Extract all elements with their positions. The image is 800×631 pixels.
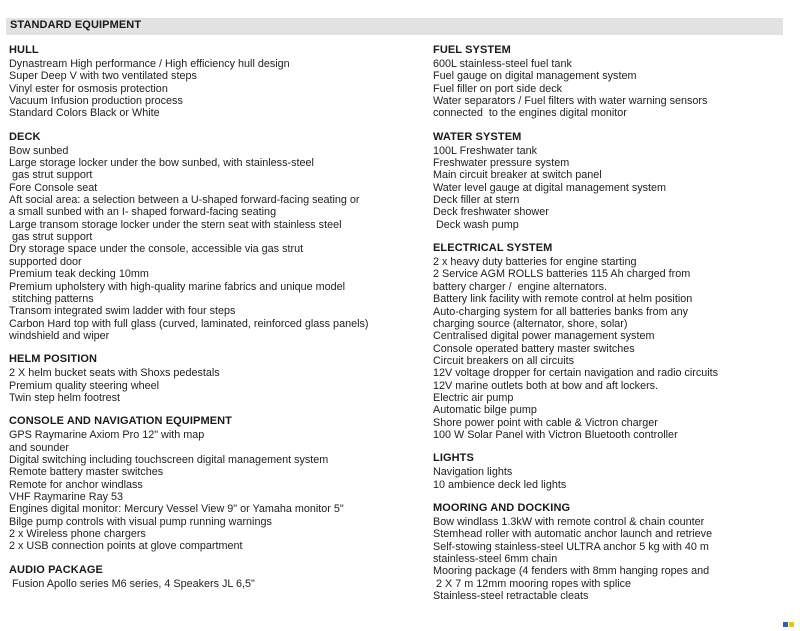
section-audio-package bbox=[9, 564, 409, 590]
equipment-item: Digital switching including touchscreen digital management system bbox=[9, 453, 329, 466]
section-fuel-system bbox=[433, 44, 783, 120]
equipment-item: supported door bbox=[9, 255, 82, 268]
section-deck bbox=[9, 131, 409, 343]
section-title: AUDIO PACKAGE bbox=[9, 563, 103, 576]
equipment-item: Fusion Apollo series M6 series, 4 Speakers JL 6,5" bbox=[9, 577, 255, 590]
section-lights bbox=[433, 452, 783, 491]
equipment-item: Premium quality steering wheel bbox=[9, 379, 160, 392]
equipment-item: Large transom storage locker under the stern seat with stainless steel bbox=[9, 218, 342, 231]
equipment-item: VHF Raymarine Ray 53 bbox=[9, 490, 124, 503]
equipment-item: Battery link facility with remote control at helm position bbox=[433, 293, 693, 306]
equipment-item: battery charger / engine alternators. bbox=[433, 280, 608, 293]
equipment-item: Shore power point with cable & Victron charger bbox=[433, 416, 658, 429]
equipment-item: Console operated battery master switches bbox=[433, 342, 635, 355]
equipment-item: Dry storage space under the console, accessible via gas strut bbox=[9, 243, 304, 256]
equipment-item: Circuit breakers on all circuits bbox=[433, 354, 575, 367]
equipment-item: Fuel filler on port side deck bbox=[433, 82, 563, 95]
equipment-item: windshield and wiper bbox=[9, 329, 110, 342]
equipment-item: Bow windlass 1.3kW with remote control & chain counter bbox=[433, 515, 705, 528]
equipment-item: Remote for anchor windlass bbox=[9, 478, 143, 491]
equipment-item: Aft social area: a selection between a U-shaped forward-facing seating or bbox=[9, 194, 360, 207]
equipment-item: Deck wash pump bbox=[433, 218, 519, 231]
equipment-item: 2 x USB connection points at glove compartment bbox=[9, 540, 243, 553]
equipment-item: Main circuit breaker at switch panel bbox=[433, 169, 602, 182]
equipment-item: Centralised digital power management system bbox=[433, 330, 655, 343]
equipment-item: Auto-charging system for all batteries banks from any bbox=[433, 305, 689, 318]
left-column bbox=[9, 44, 409, 601]
section-title: HELM POSITION bbox=[9, 353, 98, 366]
section-water-system bbox=[433, 131, 783, 231]
section-helm-position bbox=[9, 353, 409, 404]
equipment-item: Water level gauge at digital management system bbox=[433, 181, 667, 194]
equipment-item: Bow sunbed bbox=[9, 144, 69, 157]
equipment-item: Deck filler at stern bbox=[433, 194, 520, 207]
equipment-item: 2 X 7 m 12mm mooring ropes with splice bbox=[433, 577, 632, 590]
section-electrical-system bbox=[433, 242, 783, 441]
equipment-item: Fuel gauge on digital management system bbox=[433, 70, 637, 83]
equipment-item: Automatic bilge pump bbox=[433, 404, 537, 417]
right-column bbox=[433, 44, 783, 613]
equipment-item: gas strut support bbox=[9, 169, 93, 182]
equipment-item: Fore Console seat bbox=[9, 181, 98, 194]
equipment-item: 12V voltage dropper for certain navigation and radio circuits bbox=[433, 367, 719, 380]
equipment-item: 2 x Wireless phone chargers bbox=[9, 528, 146, 540]
section-title: MOORING AND DOCKING bbox=[433, 501, 571, 514]
equipment-item: stainless-steel 6mm chain bbox=[433, 553, 558, 565]
equipment-item: stitching patterns bbox=[9, 292, 94, 305]
equipment-item: Freshwater pressure system bbox=[433, 157, 570, 170]
section-title: DECK bbox=[9, 130, 41, 143]
equipment-item: 600L stainless-steel fuel tank bbox=[433, 58, 572, 70]
section-title: HULL bbox=[9, 44, 39, 56]
equipment-item: Water separators / Fuel filters with water warning sensors bbox=[433, 95, 708, 108]
page-title: STANDARD EQUIPMENT bbox=[10, 19, 142, 31]
section-hull bbox=[9, 44, 409, 120]
equipment-item: 100L Freshwater tank bbox=[433, 144, 538, 157]
equipment-item: Carbon Hard top with full glass (curved, laminated, reinforced glass panels) bbox=[9, 317, 369, 330]
equipment-item: Deck freshwater shower bbox=[433, 206, 549, 219]
equipment-item: Navigation lights bbox=[433, 466, 513, 479]
corner-accent-mark bbox=[789, 622, 794, 627]
equipment-item: 2 x heavy duty batteries for engine starting bbox=[433, 256, 637, 269]
section-console-and-navigation-equipment bbox=[9, 415, 409, 552]
equipment-item: Engines digital monitor: Mercury Vessel View 9" or Yamaha monitor 5" bbox=[9, 503, 344, 516]
equipment-item: Transom integrated swim ladder with four steps bbox=[9, 305, 236, 318]
equipment-item: Bilge pump controls with visual pump running warnings bbox=[9, 515, 272, 528]
equipment-item: Vinyl ester for osmosis protection bbox=[9, 82, 168, 95]
equipment-item: Premium upholstery with high-quality marine fabrics and unique model bbox=[9, 280, 346, 293]
equipment-item: 100 W Solar Panel with Victron Bluetooth controller bbox=[433, 428, 678, 441]
equipment-item: GPS Raymarine Axiom Pro 12" with map bbox=[9, 429, 205, 442]
section-title: ELECTRICAL SYSTEM bbox=[433, 242, 553, 255]
equipment-item: gas strut support bbox=[9, 231, 93, 244]
equipment-item: 12V marine outlets both at bow and aft lockers. bbox=[433, 379, 659, 392]
equipment-item: Mooring package (4 fenders with 8mm hanging ropes and bbox=[433, 565, 710, 578]
equipment-item: and sounder bbox=[9, 441, 70, 454]
section-title: WATER SYSTEM bbox=[433, 130, 522, 143]
equipment-item: Premium teak decking 10mm bbox=[9, 268, 149, 281]
equipment-item: 2 Service AGM ROLLS batteries 115 Ah charged from bbox=[433, 268, 691, 281]
equipment-item: charging source (alternator, shore, solar) bbox=[433, 317, 628, 330]
equipment-item: Self-stowing stainless-steel ULTRA anchor 5 kg with 40 m bbox=[433, 540, 709, 553]
equipment-item: a small sunbed with an I- shaped forward-facing seating bbox=[9, 206, 277, 219]
equipment-item: Dynastream High performance / High efficiency hull design bbox=[9, 58, 290, 70]
equipment-item: Stemhead roller with automatic anchor launch and retrieve bbox=[433, 528, 713, 541]
equipment-item: Super Deep V with two ventilated steps bbox=[9, 70, 197, 83]
equipment-item: Large storage locker under the bow sunbed, with stainless-steel bbox=[9, 157, 314, 170]
equipment-item: Vacuum Infusion production process bbox=[9, 95, 183, 108]
equipment-item: 10 ambience deck led lights bbox=[433, 478, 567, 491]
equipment-item: Stainless-steel retractable cleats bbox=[433, 590, 589, 603]
equipment-item: Standard Colors Black or White bbox=[9, 107, 160, 120]
section-title: CONSOLE AND NAVIGATION EQUIPMENT bbox=[9, 415, 233, 428]
equipment-item: Electric air pump bbox=[433, 391, 514, 404]
equipment-item: connected to the engines digital monitor bbox=[433, 107, 627, 120]
equipment-item: Twin step helm footrest bbox=[9, 391, 121, 404]
equipment-item: 2 X helm bucket seats with Shoxs pedestals bbox=[9, 367, 220, 380]
section-mooring-and-docking bbox=[433, 502, 783, 602]
section-title: LIGHTS bbox=[433, 452, 474, 465]
equipment-item: Remote battery master switches bbox=[9, 466, 164, 479]
section-title: FUEL SYSTEM bbox=[433, 44, 511, 56]
page-header bbox=[6, 18, 783, 35]
